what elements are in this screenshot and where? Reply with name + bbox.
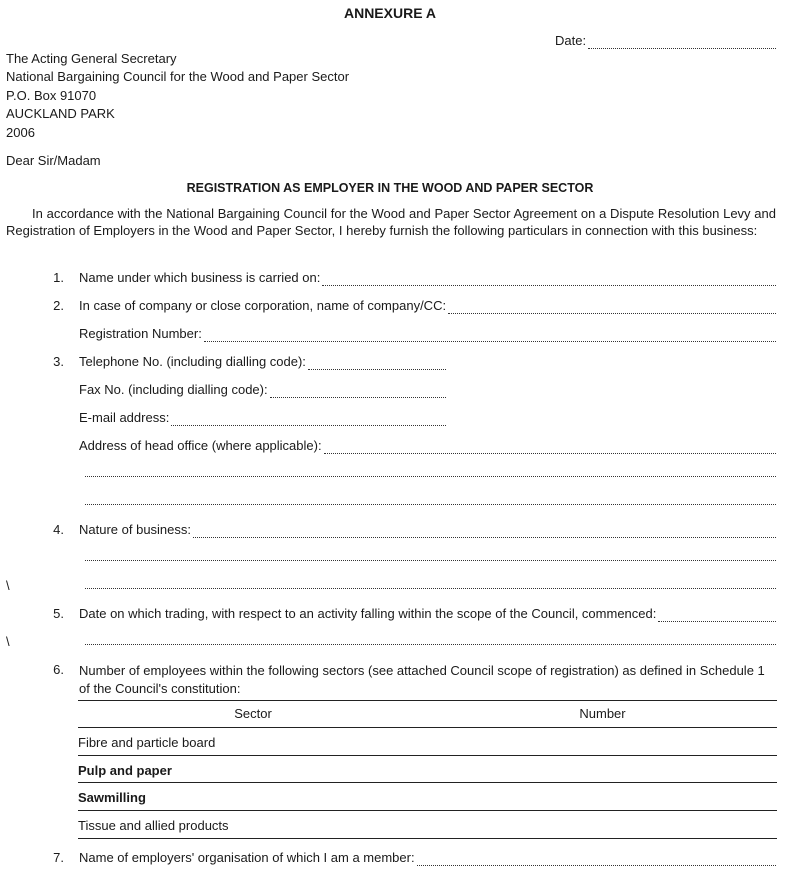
address-continuation-line[interactable] [83, 494, 776, 505]
date-fill-line[interactable] [588, 38, 776, 49]
trading-date-continuation-line[interactable] [83, 634, 776, 645]
email-field[interactable]: E-mail address: [79, 410, 446, 426]
company-name-field[interactable]: In case of company or close corporation, name of company/CC: [79, 298, 776, 314]
section-heading: REGISTRATION AS EMPLOYER IN THE WOOD AND PAPER SECTOR [186, 181, 594, 195]
head-office-address-field[interactable]: Address of head office (where applicable): [79, 438, 776, 454]
document-title: ANNEXURE A [343, 5, 437, 21]
item-number-1: 1. [53, 270, 64, 285]
business-name-field[interactable]: Name under which business is carried on: [79, 270, 776, 286]
item-number-6: 6. [53, 662, 64, 677]
table-row-sector: Tissue and allied products [78, 818, 229, 833]
address-line-4: AUCKLAND PARK [6, 106, 115, 121]
telephone-field[interactable]: Telephone No. (including dialling code): [79, 354, 446, 370]
business-continuation-line[interactable] [83, 578, 776, 589]
address-line-3: P.O. Box 91070 [6, 88, 97, 103]
item-number-7: 7. [53, 850, 64, 865]
item-number-3: 3. [53, 354, 64, 369]
date-field[interactable] [555, 33, 776, 49]
item-number-4: 4. [53, 522, 64, 537]
address-line-1: The Acting General Secretary [6, 51, 177, 66]
intro-paragraph: In accordance with the National Bargaining Council for the Wood and Paper Sector Agreement on a Dispute Resolution Levy and Registration of Employers in the Wood and Paper Sector, I hereby furnish the following particulars in connection with this business: [6, 206, 776, 238]
column-header-number: Number [579, 706, 626, 721]
item-number-2: 2. [53, 298, 64, 313]
table-row-sector: Pulp and paper [78, 763, 172, 778]
date-label: Date: [555, 33, 587, 48]
address-continuation-line[interactable] [83, 466, 776, 477]
registration-number-field[interactable]: Registration Number: [79, 326, 776, 342]
business-continuation-line[interactable] [83, 550, 776, 561]
table-row-sector: Fibre and particle board [78, 735, 216, 750]
trading-date-field[interactable]: Date on which trading, with respect to an activity falling within the scope of the Council, commenced: [79, 606, 776, 622]
margin-mark: \ [6, 634, 10, 649]
nature-of-business-field[interactable]: Nature of business: [79, 522, 776, 538]
address-line-5: 2006 [6, 125, 35, 140]
employers-organisation-field[interactable]: Name of employers' organisation of which I am a member: [79, 850, 776, 866]
address-line-2: National Bargaining Council for the Wood and Paper Sector [6, 69, 350, 84]
employees-question: Number of employees within the following sectors (see attached Council scope of registration) as defined in Schedule 1 of the Council's constitution: [79, 663, 765, 696]
table-row-sector: Sawmilling [78, 790, 146, 805]
item-number-5: 5. [53, 606, 64, 621]
salutation: Dear Sir/Madam [6, 153, 101, 168]
fax-field[interactable]: Fax No. (including dialling code): [79, 382, 446, 398]
margin-mark: \ [6, 578, 10, 593]
column-header-sector: Sector [234, 706, 272, 721]
